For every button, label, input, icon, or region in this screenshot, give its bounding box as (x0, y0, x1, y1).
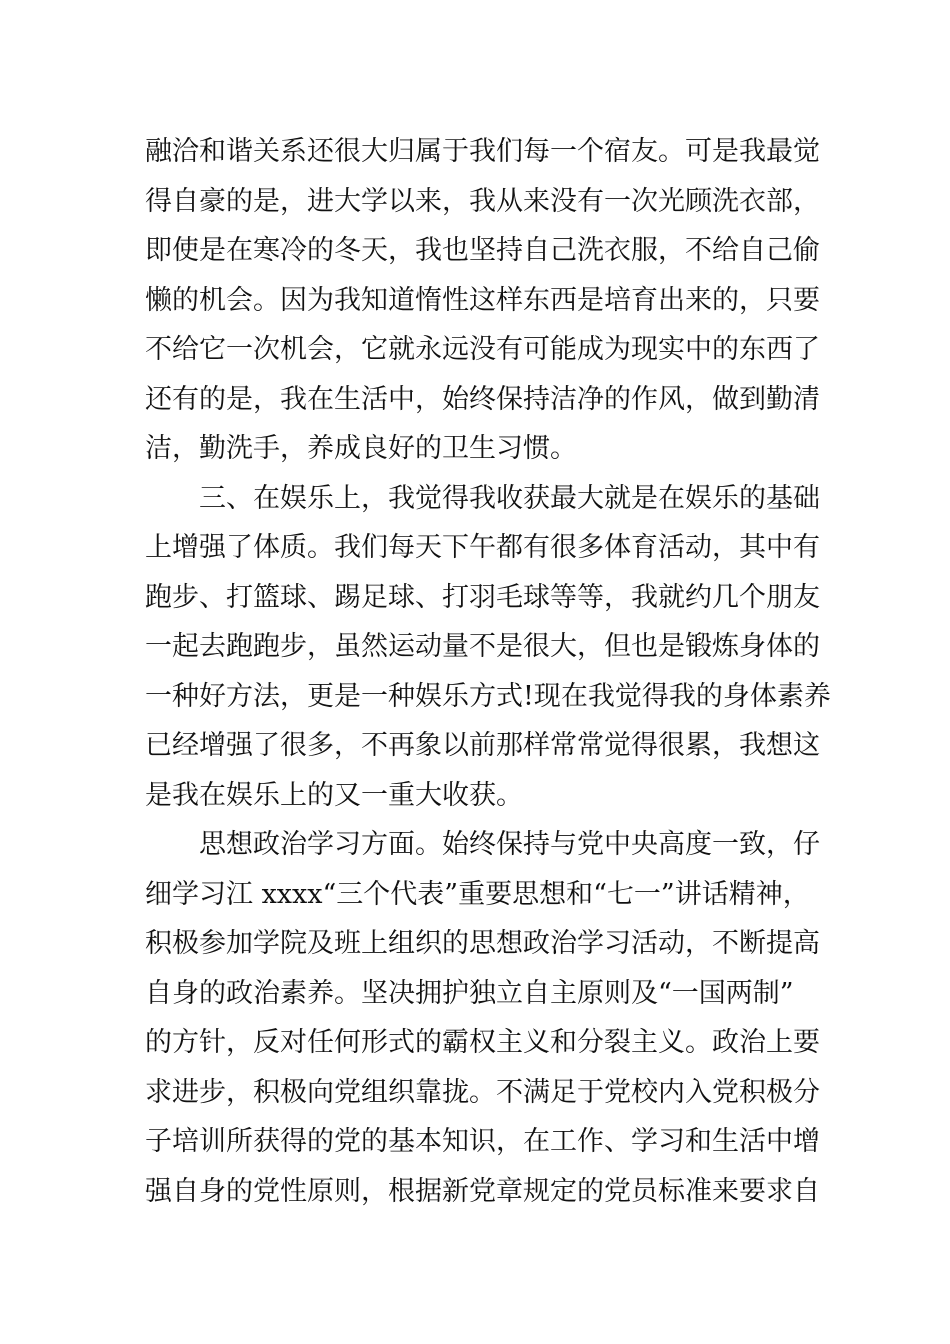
text-line: 子培训所获得的党的基本知识，在工作、学习和生活中增 (145, 1126, 820, 1157)
text-line: 是我在娱乐上的又一重大收获。 (145, 779, 523, 811)
text-line: 洁，勤洗手，养成良好的卫生习惯。 (145, 433, 577, 464)
text-line: 积极参加学院及班上组织的思想政治学习活动，不断提高 (145, 928, 820, 959)
text-line: 融洽和谐关系还很大归属于我们每一个宿友。可是我最觉 (145, 136, 820, 167)
text-line: 已经增强了很多，不再象以前那样常常觉得很累，我想这 (145, 730, 820, 761)
text-line: 细学习江 xxxx“三个代表”重要思想和“七一”讲话精神， (145, 878, 810, 910)
text-line: 还有的是，我在生活中，始终保持洁净的作风，做到勤清 (145, 383, 820, 415)
text-line: 一种好方法，更是一种娱乐方式!现在我觉得我的身体素养 (145, 680, 831, 712)
text-line: 一起去跑跑步，虽然运动量不是很大，但也是锻炼身体的 (145, 631, 820, 662)
text-line: 求进步，积极向党组织靠拢。不满足于党校内入党积极分 (145, 1076, 820, 1108)
text-line: 自身的政治素养。坚决拥护独立自主原则及“一国两制” (145, 977, 794, 1009)
text-line: 即使是在寒冷的冬天，我也坚持自己洗衣服，不给自己偷 (145, 235, 820, 266)
text-line: 上增强了体质。我们每天下午都有很多体育活动，其中有 (145, 532, 820, 563)
paragraph-start-line: 三、在娱乐上，我觉得我收获最大就是在娱乐的基础 (199, 482, 820, 514)
text-line: 的方针，反对任何形式的霸权主义和分裂主义。政治上要 (145, 1027, 820, 1058)
text-line: 跑步、打篮球、踢足球、打羽毛球等等，我就约几个朋友 (145, 581, 820, 613)
text-line: 得自豪的是，进大学以来，我从来没有一次光顾洗衣部， (145, 185, 820, 217)
text-line: 强自身的党性原则，根据新党章规定的党员标准来要求自 (145, 1175, 820, 1207)
paragraph-start-line: 思想政治学习方面。始终保持与党中央高度一致，仔 (199, 829, 820, 860)
text-line: 不给它一次机会，它就永远没有可能成为现实中的东西了 (145, 334, 820, 365)
text-line: 懒的机会。因为我知道惰性这样东西是培育出来的，只要 (145, 284, 820, 316)
document-body (145, 127, 845, 1216)
